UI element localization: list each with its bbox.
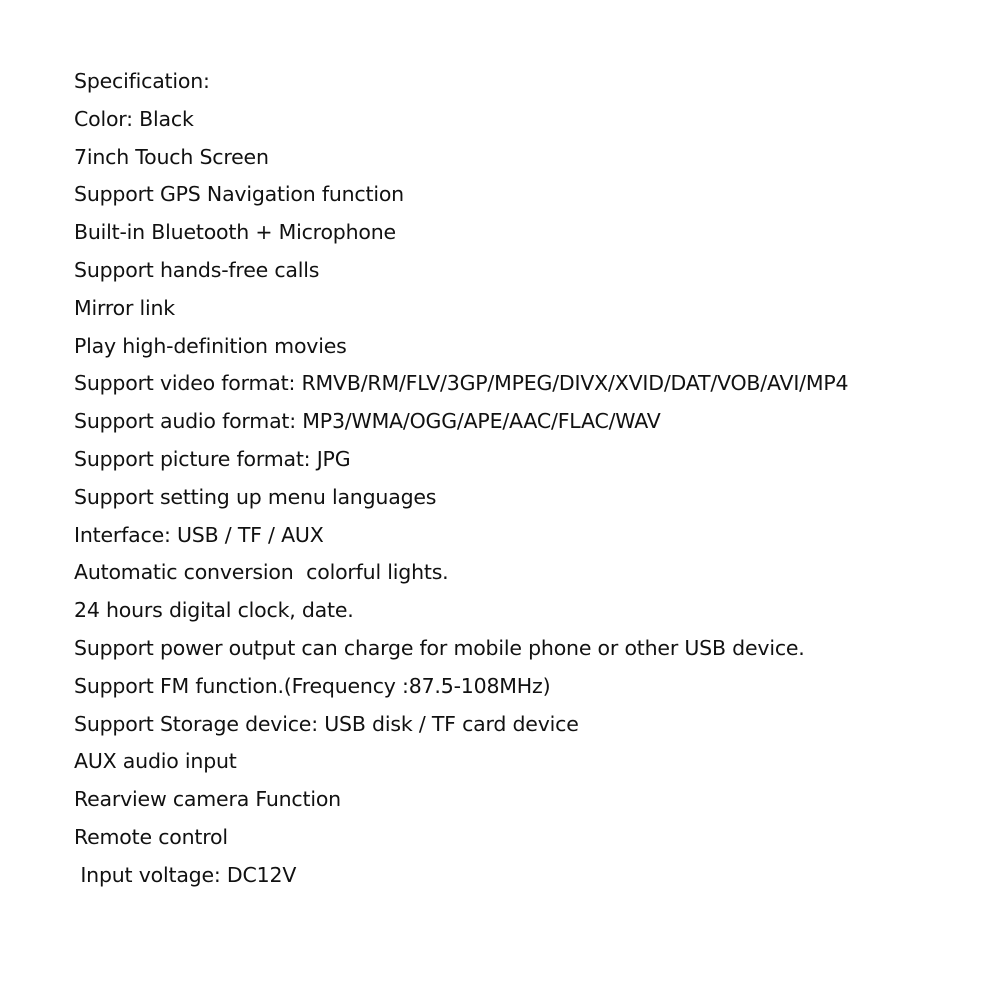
spec-color: Color: Black bbox=[74, 106, 194, 131]
spec-input-voltage: Input voltage: DC12V bbox=[74, 862, 297, 887]
spec-hands-free: Support hands-free calls bbox=[74, 257, 320, 282]
spec-aux-input: AUX audio input bbox=[74, 749, 237, 774]
spec-video-format: Support video format: RMVB/RM/FLV/3GP/MPEG/DIVX/XVID/DAT/VOB/AVI/MP4 bbox=[74, 371, 849, 396]
spec-gps: Support GPS Navigation function bbox=[74, 182, 404, 207]
specification-list bbox=[74, 63, 848, 895]
spec-menu-languages: Support setting up menu languages bbox=[74, 484, 437, 509]
spec-heading: Specification: bbox=[74, 69, 210, 93]
spec-storage: Support Storage device: USB disk / TF card device bbox=[74, 711, 579, 736]
spec-picture-format: Support picture format: JPG bbox=[74, 446, 351, 471]
spec-interface: Interface: USB / TF / AUX bbox=[74, 522, 324, 547]
spec-fm: Support FM function.(Frequency :87.5-108MHz) bbox=[74, 673, 551, 698]
spec-clock: 24 hours digital clock, date. bbox=[74, 598, 354, 623]
spec-screen: 7inch Touch Screen bbox=[74, 144, 269, 169]
spec-hd-movies: Play high-definition movies bbox=[74, 333, 347, 358]
spec-lights: Automatic conversion colorful lights. bbox=[74, 560, 449, 585]
spec-mirror-link: Mirror link bbox=[74, 295, 175, 320]
spec-rearview-camera: Rearview camera Function bbox=[74, 787, 341, 812]
spec-power-output: Support power output can charge for mobile phone or other USB device. bbox=[74, 635, 805, 660]
spec-remote-control: Remote control bbox=[74, 824, 228, 849]
spec-bluetooth: Built-in Bluetooth + Microphone bbox=[74, 220, 396, 245]
spec-audio-format: Support audio format: MP3/WMA/OGG/APE/AAC/FLAC/WAV bbox=[74, 409, 661, 434]
